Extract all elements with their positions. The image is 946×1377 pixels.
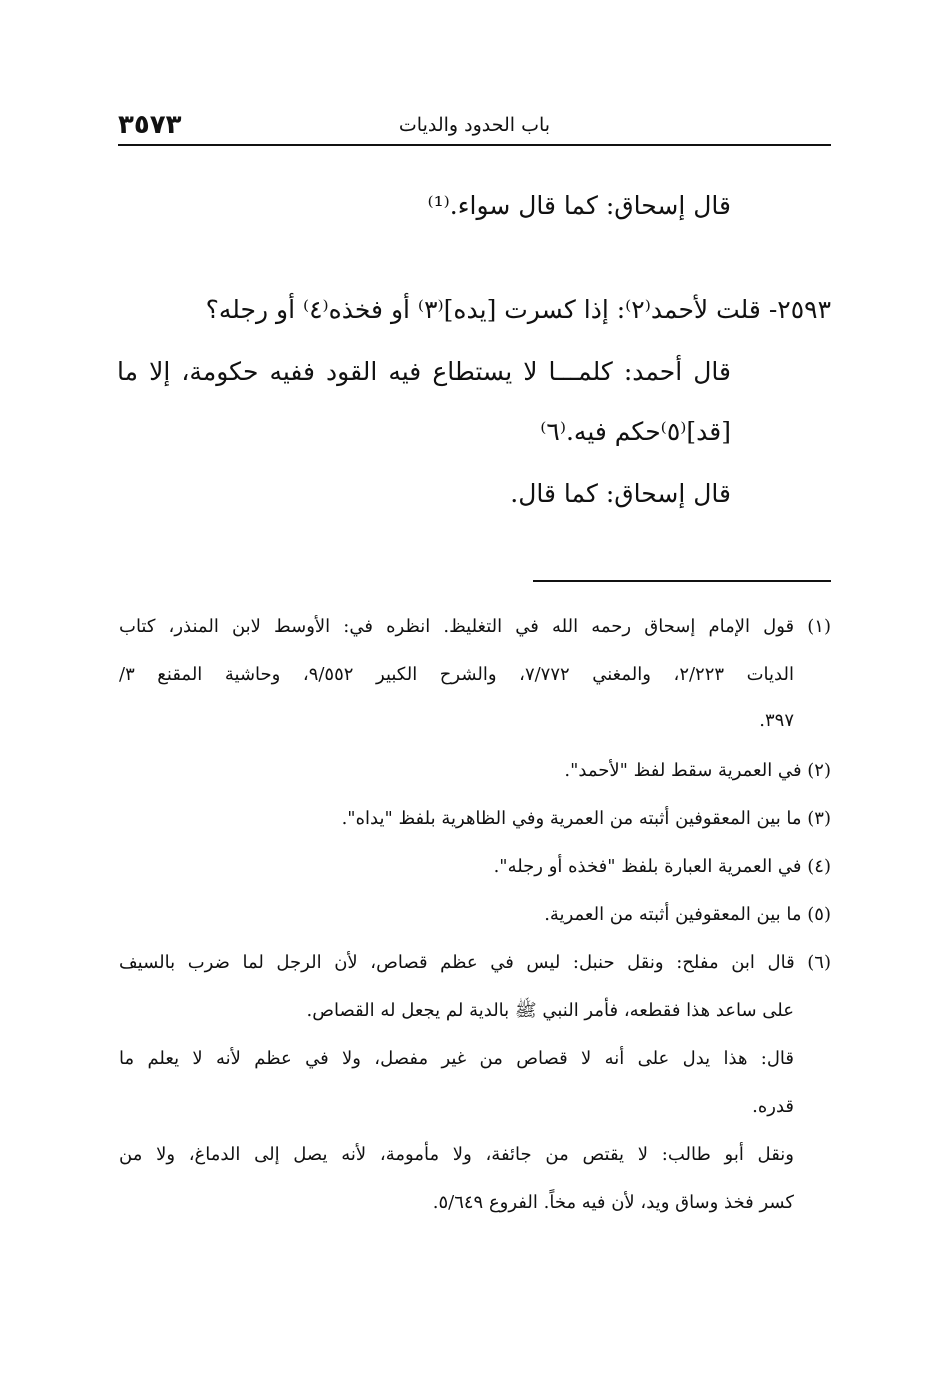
footnote-2: (٢) في العمرية سقط لفظ "لأحمد".: [564, 760, 831, 781]
footnote-1-line-1: (١) قول الإمام إسحاق رحمه الله في التغليظ. انظره في: الأوسط لابن المنذر، كتاب: [119, 616, 831, 637]
footnote-3: (٣) ما بين المعقوفين أثبته من العمرية وفي الظاهرية بلفظ "يداه".: [341, 808, 831, 829]
footnote-6-line-3: قال: هذا يدل على أنه لا قصاص من غير مفصل، ولا في عظم لأنه لا يعلم ما: [119, 1048, 794, 1069]
footnote-4: (٤) في العمرية العبارة بلفظ "فخذه أو رجله".: [493, 856, 831, 877]
word: قال: [693, 357, 731, 386]
footnote-separator: [533, 580, 831, 582]
footnote-6-line-6: كسر فخذ وساق ويد، لأن فيه مخاً. الفروع ٥/٦٤٩.: [432, 1192, 794, 1213]
question-2593: ٢٥٩٣- قلت لأحمد⁽٢⁾: إذا كسرت [يده]⁽٣⁾ أو فخذه⁽٤⁾ أو رجله؟: [205, 295, 831, 324]
footnote-1-line-3: ٣٩٧.: [759, 710, 794, 731]
text-line-ahmad-answer: [117, 352, 731, 392]
footnote-5: (٥) ما بين المعقوفين أثبته من العمرية.: [544, 904, 831, 925]
word: لا: [523, 357, 538, 386]
word: القود: [326, 357, 378, 386]
word: كلمـــا: [548, 357, 613, 386]
word: أحمد:: [623, 357, 683, 386]
footnote-6-line-2: على ساعد هذا فقطعه، فأمر النبي ﷺ بالدية لم يجعل له القصاص.: [306, 1000, 794, 1021]
text-line-ishaq-1: قال إسحاق: كما قال سواء.⁽¹⁾: [427, 191, 731, 220]
text-line-ahmad-cont: [قد]⁽٥⁾حكم فيه.⁽٦⁾: [540, 417, 731, 446]
footnote-6-line-1: (٦) قال ابن مفلح: ونقل حنبل: ليس في عظم قصاص، لأن الرجل لما ضرب بالسيف: [119, 952, 831, 973]
page-header: [118, 108, 831, 146]
footnote-6-line-5: ونقل أبو طالب: لا يقتص من جائفة، ولا مأمومة، لأنه يصل إلى الدماغ، ولا من: [119, 1144, 794, 1165]
text-line-ishaq-2: قال إسحاق: كما قال.: [510, 479, 731, 508]
word: حكومة،: [181, 357, 259, 386]
word: ما: [117, 357, 139, 386]
word: ففيه: [269, 357, 315, 386]
word: يستطاع: [432, 357, 513, 386]
word: إلا: [149, 357, 171, 386]
footnote-6-line-4: قدره.: [752, 1096, 794, 1117]
footnote-1-line-2: الديات ٢/٢٢٣، والمغني ٧/٧٧٢، والشرح الكبير ٩/٥٥٢، وحاشية المقنع ٣/: [119, 664, 794, 685]
page-number: ٣٥٧٣: [118, 110, 182, 140]
word: فيه: [388, 357, 422, 386]
running-title: باب الحدود والديات: [398, 114, 551, 136]
